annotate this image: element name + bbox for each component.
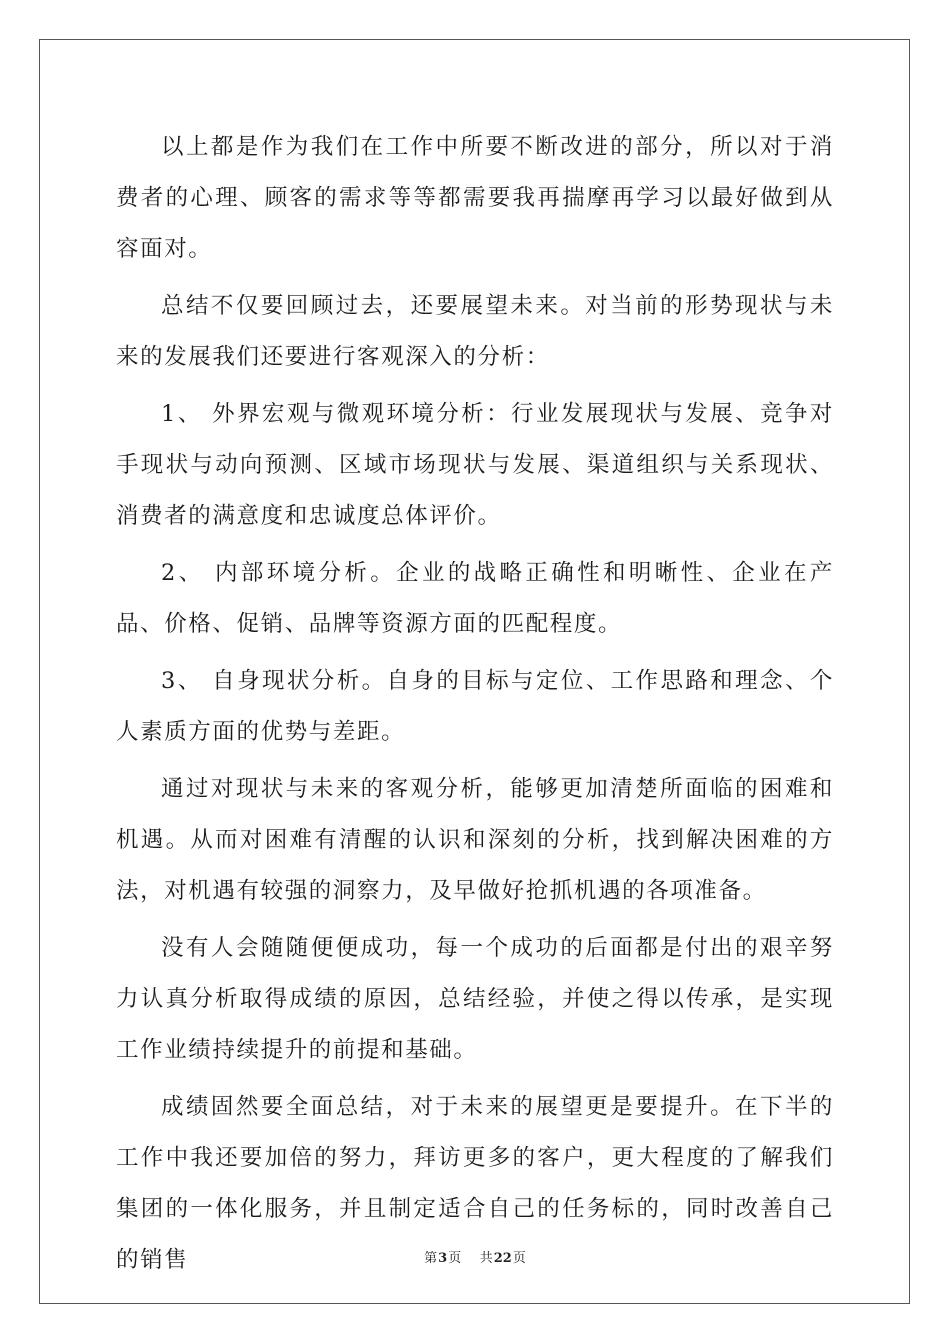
total-suffix: 页 bbox=[512, 1251, 526, 1266]
paragraph-6: 通过对现状与未来的客观分析，能够更加清楚所面临的困难和机遇。从而对困难有清醒的认识和深刻的分析，找到解决困难的方法，对机遇有较强的洞察力，及早做好抢抓机遇的各项准备。 bbox=[116, 776, 834, 904]
paragraph-3: 1、 外界宏观与微观环境分析：行业发展现状与发展、竞争对手现状与动向预测、区域市场现状与发展、渠道组织与关系现状、消费者的满意度和忠诚度总体评价。 bbox=[116, 401, 834, 529]
paragraph-1: 以上都是作为我们在工作中所要不断改进的部分，所以对于消费者的心理、顾客的需求等等都需要我再揣摩再学习以最好做到从容面对。 bbox=[116, 134, 834, 262]
paragraph-2: 总结不仅要回顾过去，还要展望未来。对当前的形势现状与未来的发展我们还要进行客观深入的分析： bbox=[116, 293, 834, 370]
page-suffix: 页 bbox=[448, 1251, 462, 1266]
paragraph-7: 没有人会随随便便成功，每一个成功的后面都是付出的艰辛努力认真分析取得成绩的原因，总结经验，并使之得以传承，是实现工作业绩持续提升的前提和基础。 bbox=[116, 935, 834, 1063]
document-body bbox=[116, 122, 834, 1292]
total-prefix: 共 bbox=[479, 1251, 493, 1266]
page-footer bbox=[0, 1247, 950, 1266]
page-number: 3 bbox=[438, 1251, 448, 1266]
paragraph-4: 2、 内部环境分析。企业的战略正确性和明晰性、企业在产品、价格、促销、品牌等资源方面的匹配程度。 bbox=[116, 560, 834, 637]
page-prefix: 第 bbox=[424, 1251, 438, 1266]
paragraph-5: 3、 自身现状分析。自身的目标与定位、工作思路和理念、个人素质方面的优势与差距。 bbox=[116, 668, 834, 745]
total-pages: 22 bbox=[493, 1251, 512, 1266]
paragraph-8: 成绩固然要全面总结，对于未来的展望更是要提升。在下半的工作中我还要加倍的努力，拜访更多的客户，更大程度的了解我们集团的一体化服务，并且制定适合自己的任务标的，同时改善自己的销售 bbox=[116, 1094, 834, 1273]
